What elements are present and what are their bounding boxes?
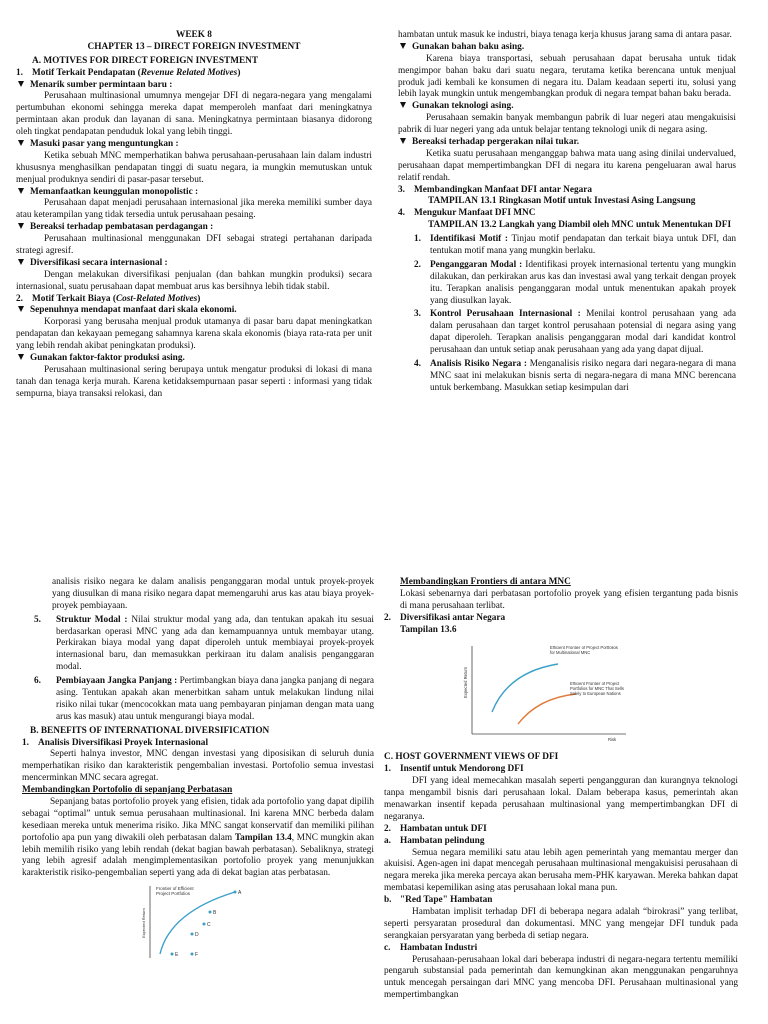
section-b-heading: B. BENEFITS OF INTERNATIONAL DIVERSIFICATION [30,725,270,736]
svg-text:C: C [207,922,211,929]
country-diversification-figure [458,642,630,742]
motive-3 [398,185,736,197]
step-item: 5. Struktur Modal : Nilai struktur modal yang ada, dan tentukan apakah itu sesuai berdasarkan operasi MNC yang ada dan kemampuannya untuk membayar utang. Perkirakan biaya modal yang dapat diperoleh untuk membiayai proyek-proyek internasional baru, dan memasukkan perkiraan itu dalam analisis penganggaran modal. [34,614,375,673]
section-a-heading: A. MOTIVES FOR DIRECT FOREIGN INVESTMENT [32,55,259,66]
section-c-heading: C. HOST GOVERNMENT VIEWS OF DFI [384,752,559,763]
paragraph: Sepanjang batas portofolio proyek yang efisien, tidak ada portofolio yang dapat dipilih sebagai “optimal” untuk semua perusahaan multinasional. Ini karena MNC berbeda dalam kesediaan mereka untuk menerima risiko. Jika MNC sangat konservatif dan memiliki pilihan portofolio apa pun yang diwakili oleh perbatasan dalam Tampilan 13.4, MNC mungkin akan lebih memilih risiko yang lebih rendah (dekat bagian bawah perbatasan). Sebaliknya, strategi yang lebih agresif adalah mengimplementasikan portofolio proyek yang menunjukkan karakteristik risiko-pengembalian seperti yang ada di dekat bagian atas perbatasan. [22,797,374,879]
exhibit-caption: Tampilan 13.6 [400,624,457,635]
step-item: 1. Identifikasi Motif : Tinjau motif pendapatan dan terkait biaya untuk DFI, dan tentukan motif mana yang mungkin berlaku. [414,234,737,257]
svg-text:A: A [238,890,242,897]
list-number: 4. [398,208,405,219]
bullet-arrow-icon [16,80,30,92]
bullet-item [398,101,736,113]
paragraph: DFI yang ideal memecahkan masalah seperti pengangguran dan kurangnya teknologi tanpa mengambil bisnis dari perusahaan lokal. Dalam beberapa kasus, pemerintah akan menawarkan insentif kepada perusahaan multinasional yang mempertimbangkan DFI di negaranya. [384,776,738,822]
paragraph: Perusahaan dapat menjadi perusahaan internasional jika mereka memiliki sumber daya atau keterampilan yang tidak tersedia untuk perusahaan pesaing. [16,198,372,221]
list-number: 1. [16,67,23,78]
list-item: 2. Diversifikasi antar Negara [384,612,506,623]
motive-1: 1. Motif Terkait Pendapatan (Revenue Related Motives) [16,67,241,78]
step-item: 4. Analisis Risiko Negara : Menganalisis risiko negara dari negara-negara di mana MNC saat ini melakukan bisnis serta di negara-negara di mana MNC berencana untuk berkembang. Masukkan setiap kesimpulan dari [414,359,736,393]
paragraph: Perusahaan multinasional sering berupaya untuk mengatur produksi di lokasi di mana tanah dan tenaga kerja murah. Karena ketidaksempurnaan pasar seperti : informasi yang tidak sempurna, biaya transaksi relokasi, dan [16,364,372,399]
subheading: Membandingkan Portofolio di sepanjang Perbatasan [22,785,233,796]
svg-text:D: D [195,932,199,939]
column-bottom-left [22,577,374,958]
figure-x-axis-label: Risk [608,737,617,743]
bullet-arrow-icon [16,139,30,151]
week-heading: WEEK 8 [176,30,212,40]
bullet-item [16,139,372,151]
paragraph: Korporasi yang berusaha menjual produk utamanya di pasar baru dapat meningkatkan pendapatan dan kekayaan pemegang sahamnya karena skala ekonomis (biaya rata-rata per unit yang lebih rendah akibat peningkatan produksi). [16,317,372,352]
column-top-left [16,30,372,401]
bullet-arrow-icon [16,353,30,365]
european-frontier-label: Efficient Frontier of Project Portfolios for MNC That Sells Solely to European Nations [570,682,624,697]
paragraph: Lokasi sebenarnya dari perbatasan portofolio proyek yang efisien tergantung pada bisnis di mana perusahaan terlibat. [400,588,738,611]
paragraph: Perusahaan semakin banyak membangun pabrik di luar negeri atau mengakuisisi pabrik di luar negeri yang ada untuk belajar tentang teknologi unik di negara asing. [398,113,736,136]
paragraph: Ketika suatu perusahaan menganggap bahwa mata uang asing dinilai undervalued, perusahaan dapat mempertimbangkan DFI di negara itu karena pengeluaran awal harus relatif rendah. [398,148,736,183]
bullet-arrow-icon [16,187,30,199]
bullet-item [16,258,372,270]
paragraph: Karena biaya transportasi, sebuah perusahaan dapat berusaha untuk tidak mengimpor bahan baku dari suatu negara, terutama ketika berencana untuk menjual produk jadi kembali ke konsumen di negara itu. Dalam keadaan seperti itu, solusi yang lebih layak mungkin untuk mengembangkan produk di negara tempat bahan baku berada. [398,53,736,100]
paragraph: Perusahaan multinasional menggunakan DFI sebagai strategi pertahanan daripada strategi agresif. [16,234,372,257]
european-frontier-curve [518,694,576,724]
figure-legend-line-2: Project Portfolios [156,891,191,897]
exhibit-caption: TAMPILAN 13.1 Ringkasan Motif untuk Investasi Asing Langsung [428,196,696,207]
bullet-heading: Bereaksi terhadap pergerakan nilai tukar. [412,137,580,148]
bullet-heading: Diversifikasi secara internasional : [30,257,168,268]
list-number: 3. [398,184,405,195]
paragraph: Hambatan implisit terhadap DFI di beberapa negara adalah “birokrasi” yang terlibat, seperti persyaratan prosedural dan dokumentasi. MNC yang mengejar DFI tunduk pada serangkaian persyaratan yang berbeda di setiap negara. [384,907,738,941]
bullet-heading: Bereaksi terhadap pembatasan perdagangan : [30,222,214,233]
bullet-item [16,353,372,365]
bullet-heading: Masuki pasar yang menguntungkan : [30,139,179,150]
step-item: 3. Kontrol Perusahaan Internasional : Menilai kontrol perusahaan yang ada dalam perusahaan dan target kontrol perusahaan potensial di negara asing yang dapat diperoleh. Terapkan analisis penganggaran modal dari kandidat kontrol perusahaan dan untuk setiap anak perusahaan yang ada yang dapat dijual. [414,309,737,356]
list-item: c. Hambatan Industri [384,942,478,953]
motive-2: 2. Motif Terkait Biaya (Cost-Related Motives) [16,293,201,304]
paragraph: Semua negara memiliki satu atau lebih agen pemerintah yang memantau merger dan akuisisi. Agen-agen ini dapat mencegah perusahaan multinasional mengakuisisi perusahaan di negara mereka jika mereka percaya akan berusaha mem-PHK karyawan. Mereka bahkan dapat membatasi kepemilikan asing atas perusahaan lokal mana pun. [384,847,738,894]
list-item: 1. Analisis Diversifikasi Proyek Internasional [22,737,209,748]
list-item: 2. Hambatan untuk DFI [384,823,487,834]
exhibit-caption: TAMPILAN 13.2 Langkah yang Diambil oleh MNC untuk Menentukan DFI [428,220,732,231]
svg-text:B: B [213,910,217,917]
paragraph: Dengan melakukan diversifikasi penjualan (dan bahkan mungkin produksi) secara internasional, suatu perusahaan dapat membuat arus kas bersihnya lebih tidak stabil. [16,269,372,292]
figure-y-axis-label: Expected Return [141,908,146,939]
bullet-heading: Gunakan bahan baku asing. [412,41,525,52]
step-item: 2. Penganggaran Modal : Identifikasi proyek internasional tertentu yang mungkin dilakukan, dan perkirakan arus kas dan investasi awal yang terkait dengan proyek itu. Terapkan analisis penganggaran modal untuk menentukan apakah proyek yang diusulkan layak. [414,259,736,306]
paragraph: Ketika sebuah MNC memperhatikan bahwa perusahaan-perusahaan lain dalam industri khususnya menghasilkan pendapatan tinggi di suatu negara, ia mungkin memutuskan untuk menjual produknya sendiri di pasar-pasar tersebut. [16,150,372,185]
list-item: b. "Red Tape" Hambatan [384,895,493,906]
paragraph: Seperti halnya investor, MNC dengan investasi yang diposisikan di seluruh dunia memperhatikan risiko dan karakteristik pengembalian investasi. Portofolio semua investasi mencerminkan MNC secara agregat. [22,749,374,784]
bullet-arrow-icon [398,42,412,54]
column-top-right [398,30,736,395]
bullet-arrow-icon [16,305,30,317]
paragraph: analisis risiko negara ke dalam analisis penganggaran modal untuk proyek-proyek yang diusulkan di mana risiko negara dapat memengaruhi arus kas atau biaya proyek-proyek pembiayaan. [52,577,374,611]
list-number: 2. [16,293,23,304]
figure-y-axis-label: Expected Return [463,667,468,699]
svg-text:F: F [195,952,199,959]
motive-4 [398,208,736,220]
bullet-heading: Memanfaatkan keunggulan monopolistic : [30,186,199,197]
frontier-curve [160,892,235,954]
point-a [234,891,237,894]
list-heading: Mengukur Manfaat DFI MNC [414,208,536,219]
point-e [171,953,174,956]
list-item: 1. Insentif untuk Mendorong DFI [384,764,524,775]
bullet-item [16,222,372,234]
point-b [209,911,212,914]
bullet-arrow-icon [16,258,30,270]
point-f [191,953,194,956]
bullet-item [16,305,372,317]
bullet-item [398,137,736,149]
bullet-heading: Gunakan faktor-faktor produksi asing. [30,353,185,364]
paragraph: Perusahaan-perusahaan lokal dari beberapa industri di negara-negara tertentu memiliki pengaruh substansial pada pemerintah dan kemungkinan akan menggunakan pengaruhnya untuk mencegah persaingan dari MNC yang mencoba DFI. Perusahaan multinasional yang mempertimbangkan [384,954,738,1001]
column-bottom-right [384,577,738,1002]
point-d [191,933,194,936]
point-c [203,923,206,926]
figure-legend-line-1: Frontier of Efficient [156,886,194,892]
bullet-item [16,187,372,199]
paragraph: hambatan untuk masuk ke industri, biaya tenaga kerja khusus jarang sama di antara pasar. [398,30,732,40]
bullet-item [16,80,372,92]
bullet-arrow-icon [16,222,30,234]
multinational-frontier-curve [492,664,558,712]
efficient-frontier-figure [140,882,260,958]
paragraph: Perusahaan multinasional umumnya mengejar DFI di negara-negara yang mengalami pertumbuhan ekonomi sehingga mereka dapat memperoleh manfaat dari meningkatnya permintaan akan produk dan layanan di sana. Meningkatnya permintaan biasanya didorong oleh tingkat pendapatan penduduk lokal yang lebih tinggi. [16,91,372,138]
list-item: a. Hambatan pelindung [384,835,485,846]
bullet-heading: Sepenuhnya mendapat manfaat dari skala ekonomi. [30,305,237,316]
bullet-heading: Gunakan teknologi asing. [412,101,514,112]
list-heading: Membandingkan Manfaat DFI antar Negara [414,184,593,195]
bullet-arrow-icon [398,137,412,149]
subheading: Membandingkan Frontiers di antara MNC [400,577,571,587]
bullet-arrow-icon [398,101,412,113]
bullet-heading: Menarik sumber permintaan baru : [30,79,173,90]
bullet-item [398,42,736,54]
step-item: 6. Pembiayaan Jangka Panjang : Pertimbangkan biaya dana jangka panjang di negara asing. Tentukan apakah akan menerbitkan saham untuk melakukan lindung nilai risiko nilai tukar (mencocokkan mata uang pembayaran pinjaman dengan mata uang arus kas masuk) atau untuk mengurangi biaya modal. [34,676,374,722]
chapter-heading: CHAPTER 13 – DIRECT FOREIGN INVESTMENT [87,41,301,52]
multinational-frontier-label: Efficient Frontier of Project Portfolios for Multinational MNC [550,646,618,656]
svg-text:E: E [175,952,179,959]
